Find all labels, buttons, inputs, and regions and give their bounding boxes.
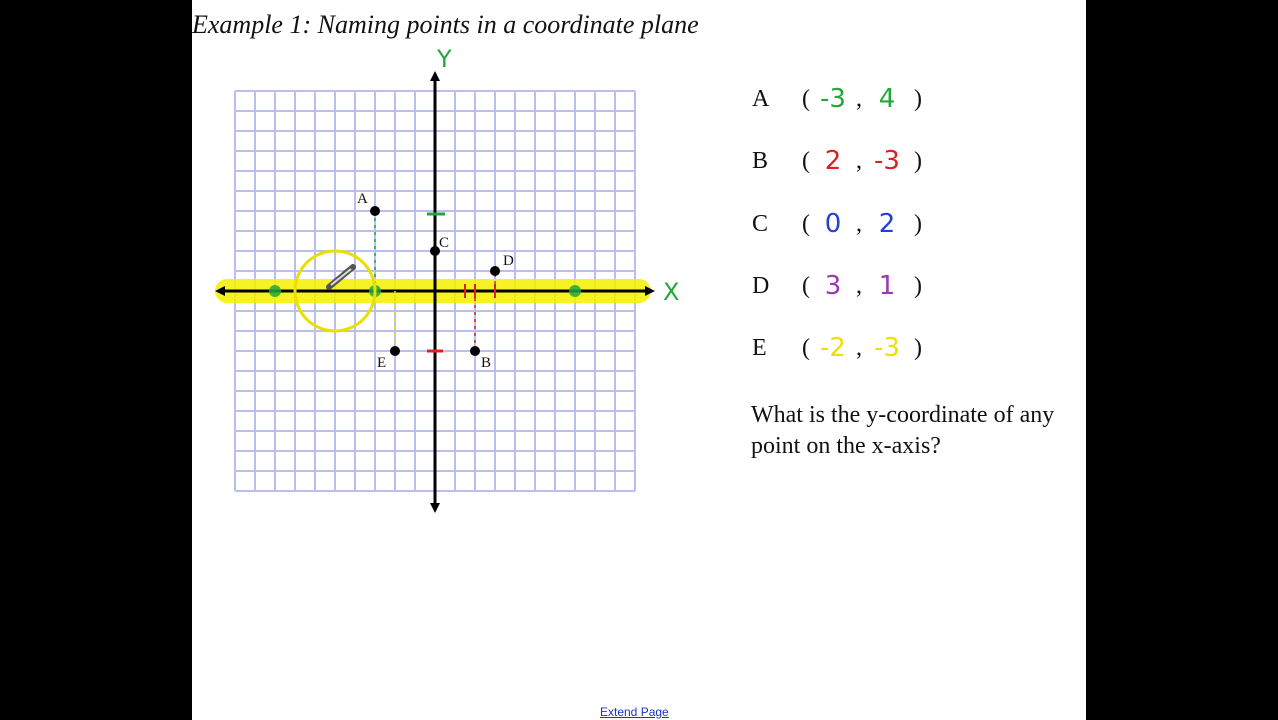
coordinate-row <box>750 273 970 309</box>
open-paren: ( <box>802 148 810 174</box>
y-value: -3 <box>874 333 900 363</box>
x-value: -3 <box>820 84 846 114</box>
y-value: 4 <box>878 84 896 114</box>
whiteboard-page <box>192 0 1086 720</box>
comma: , <box>856 86 862 112</box>
comma: , <box>856 273 862 299</box>
coordinate-row <box>750 211 970 247</box>
point-dot <box>470 346 480 356</box>
coordinate-row <box>750 148 970 184</box>
y-value: 2 <box>878 209 896 239</box>
close-paren: ) <box>914 211 922 237</box>
x-value: 2 <box>824 146 842 176</box>
open-paren: ( <box>802 86 810 112</box>
point-dot <box>370 206 380 216</box>
y-value: -3 <box>874 146 900 176</box>
comma: , <box>856 335 862 361</box>
open-paren: ( <box>802 335 810 361</box>
question-text: What is the y-coordinate of any point on the x-axis? <box>751 402 1055 459</box>
axes <box>215 71 655 513</box>
coordinate-row <box>750 86 970 122</box>
close-paren: ) <box>914 335 922 361</box>
y-axis-label: Y <box>437 45 452 73</box>
x-axis-label: X <box>663 278 680 306</box>
coordinate-row <box>750 335 970 371</box>
x-value: -2 <box>820 333 846 363</box>
open-paren: ( <box>802 273 810 299</box>
point-label: D <box>503 253 514 269</box>
close-paren: ) <box>914 148 922 174</box>
comma: , <box>856 148 862 174</box>
point-dot <box>490 266 500 276</box>
point-label: B <box>481 355 492 371</box>
x-value: 3 <box>824 271 842 301</box>
point-label: A <box>357 191 368 207</box>
point-letter: D <box>752 273 770 299</box>
open-paren: ( <box>802 211 810 237</box>
x-axis-dot-mark <box>569 285 581 297</box>
page-title: Example 1: Naming points in a coordinate plane <box>192 10 699 39</box>
y-value: 1 <box>878 271 896 301</box>
x-value: 0 <box>824 209 842 239</box>
point-letter: A <box>752 86 770 112</box>
point-label: C <box>439 235 450 251</box>
point-label: E <box>377 355 387 371</box>
extend-page-link[interactable]: Extend Page <box>600 705 669 719</box>
comma: , <box>856 211 862 237</box>
point-letter: E <box>752 335 767 361</box>
close-paren: ) <box>914 273 922 299</box>
point-letter: B <box>752 148 769 174</box>
point-dot <box>390 346 400 356</box>
point-letter: C <box>752 211 769 237</box>
x-axis-dot-mark <box>269 285 281 297</box>
close-paren: ) <box>914 86 922 112</box>
y-axis-arrow-down <box>430 503 440 513</box>
